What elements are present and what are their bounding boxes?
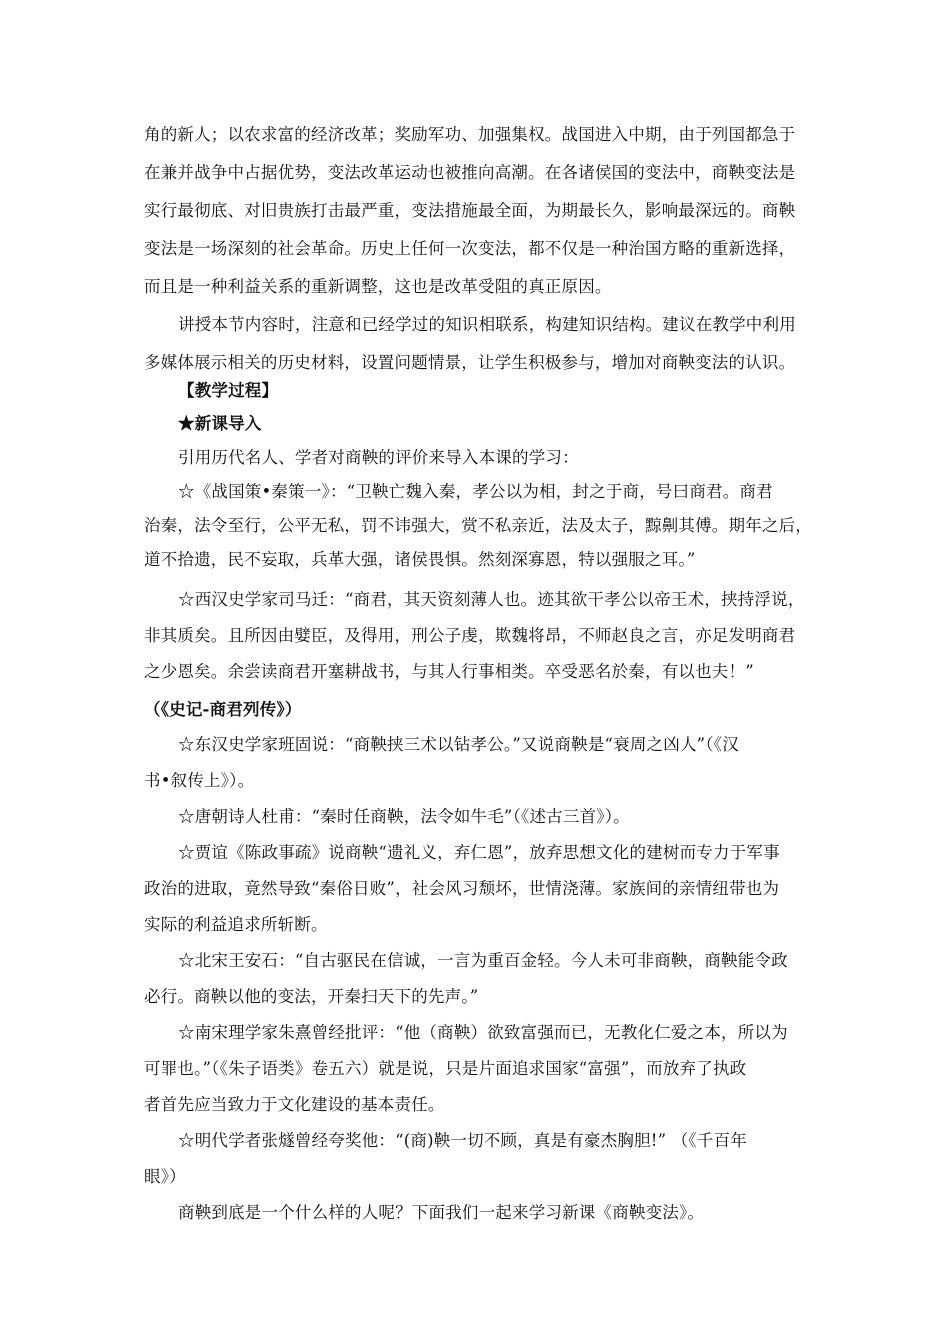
body-text-line: ☆贾谊《陈政事疏》说商鞅“遗礼义，弃仁恩”，放弃思想文化的建树而专力于军事 — [178, 843, 780, 862]
body-text-line: 而且是一种利益关系的重新调整，这也是改革受阻的真正原因。 — [144, 277, 612, 296]
body-text-line: 在兼并战争中占据优势，变法改革运动也被推向高潮。在各诸侯国的变法中，商鞅变法是 — [144, 163, 796, 182]
body-text-line: 者首先应当致力于文化建设的基本责任。 — [144, 1095, 445, 1114]
body-text-line: ☆北宋王安石：“自古驱民在信诚，一言为重百金轻。今人未可非商鞅，商鞅能令政 — [178, 951, 788, 970]
body-text-line: 书•叙传上》）。 — [144, 771, 255, 790]
body-text-line: 角的新人；以农求富的经济改革；奖励军功、加强集权。战国进入中期，由于列国都急于 — [144, 125, 796, 144]
body-text-line: ☆南宋理学家朱熹曾经批评：“他（商鞅）欲致富强而已，无教化仁爱之本，所以为 — [178, 1023, 788, 1042]
body-text-line: ☆唐朝诗人杜甫：“秦时任商鞅，法令如牛毛”（《述古三首》）。 — [178, 807, 630, 826]
body-text-line: ☆西汉史学家司马迁：“商君，其天资刻薄人也。迹其欲干孝公以帝王术，挟持浮说， — [178, 590, 805, 609]
body-text-line: 治秦，法令至行，公平无私，罚不讳强大，赏不私亲近，法及太子，黥劓其傅。期年之后， — [144, 516, 812, 535]
body-text-line: 可罪也。”（《朱子语类》卷五六）就是说，只是片面追求国家“富强”，而放弃了执政 — [144, 1059, 747, 1078]
body-text-line: 变法是一场深刻的社会革命。历史上任何一次变法，都不仅是一种治国方略的重新选择， — [144, 239, 796, 258]
body-text-line: ☆东汉史学家班固说：“商鞅挟三术以钻孝公。”又说商鞅是“衰周之凶人”（《汉 — [178, 735, 739, 754]
section-heading: ★新课导入 — [178, 414, 262, 433]
body-text-line: 商鞅到底是一个什么样的人呢？下面我们一起来学习新课《商鞅变法》。 — [178, 1203, 705, 1222]
body-text-line: 眼》） — [144, 1167, 186, 1186]
body-text-line: 道不拾遗，民不妄取，兵革大强，诸侯畏惧。然刻深寡恩，特以强服之耳。” — [144, 550, 696, 569]
body-text-line: 多媒体展示相关的历史材料，设置问题情景，让学生积极参与，增加对商鞅变法的认识。 — [144, 353, 796, 372]
body-text-line: ☆《战国策•秦策一》：“卫鞅亡魏入秦，孝公以为相，封之于商，号曰商君。商君 — [178, 482, 773, 501]
body-text-line: 政治的进取，竟然导致“秦俗日败”，社会风习颓坏，世情浇薄。家族间的亲情纽带也为 — [144, 879, 780, 898]
body-text-line: ☆明代学者张燧曾经夸奖他：“(商)鞅一切不顾，真是有豪杰胸胆!” （《千百年 — [178, 1131, 747, 1150]
section-heading: （《史记-商君列传》） — [144, 700, 302, 719]
body-text-line: 讲授本节内容时，注意和已经学过的知识相联系，构建知识结构。建议在教学中利用 — [178, 315, 796, 334]
body-text-line: 实际的利益追求所斩断。 — [144, 915, 328, 934]
body-text-line: 必行。商鞅以他的变法，开秦扫天下的先声。” — [144, 987, 479, 1006]
body-text-line: 之少恩矣。余尝读商君开塞耕战书，与其人行事相类。卒受恶名於秦，有以也夫！” — [144, 662, 754, 681]
body-text-line: 引用历代名人、学者对商鞅的评价来导入本课的学习： — [178, 448, 579, 467]
body-text-line: 非其质矣。且所因由嬖臣，及得用，刑公子虔，欺魏将昂，不师赵良之言，亦足发明商君 — [144, 626, 796, 645]
section-heading: 【教学过程】 — [178, 381, 279, 400]
body-text-line: 实行最彻底、对旧贵族打击最严重，变法措施最全面，为期最长久，影响最深远的。商鞅 — [144, 201, 796, 220]
